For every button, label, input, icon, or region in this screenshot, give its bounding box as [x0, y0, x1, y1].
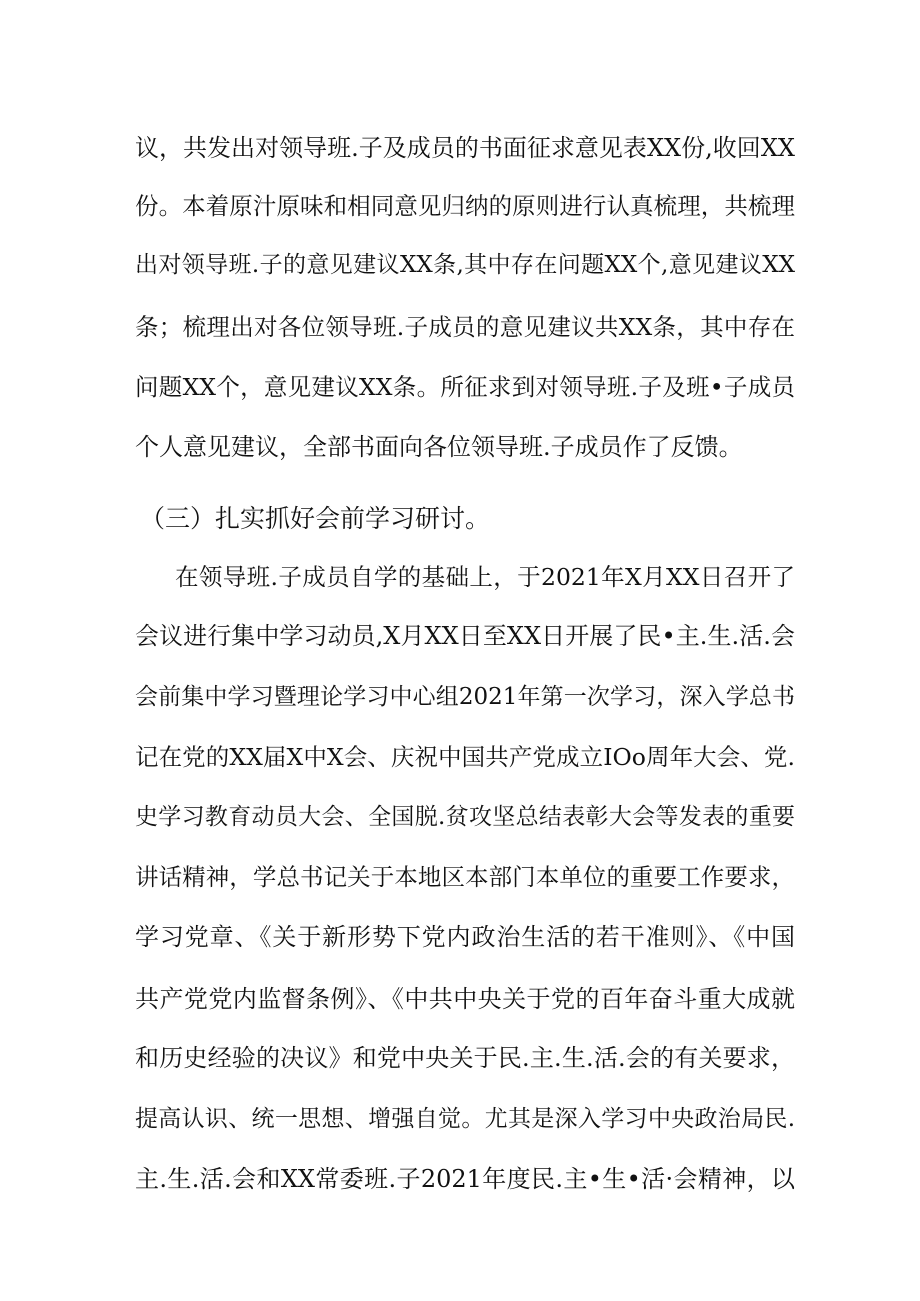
paragraph-1-line-6: 个人意见建议，全部书面向各位领导班.子成员作了反馈。	[135, 433, 743, 461]
paragraph-2-line-6: 讲话精神，学总书记关于本地区本部门本单位的重要工作要求，	[135, 863, 795, 891]
paragraph-2-line-2: 会议进行集中学习动员,X月XX日至XX日开展了民•主.生.活.会	[135, 622, 795, 650]
section-heading: （三）扎实抓好会前学习研讨。	[140, 504, 491, 533]
paragraph-2-line-8: 共产党党内监督条例》、《中共中央关于党的百年奋斗重大成就	[135, 985, 795, 1013]
paragraph-2-line-9: 和历史经验的决议》和党中央关于民.主.生.活.会的有关要求，	[135, 1044, 795, 1072]
paragraph-1-line-4: 条；梳理出对各位领导班.子成员的意见建议共XX条，其中存在	[135, 313, 795, 341]
paragraph-2-line-4: 记在党的XX届X中X会、庆祝中国共产党成立IOo周年大会、党.	[135, 743, 795, 771]
paragraph-2-line-11: 主.生.活.会和XX常委班.子2021年度民.主•生•活·会精神，以	[135, 1165, 795, 1193]
paragraph-1-line-3: 出对领导班.子的意见建议XX条,其中存在问题XX个,意见建议XX	[135, 252, 795, 278]
paragraph-2-line-7: 学习党章、《关于新形势下党内政治生活的若干准则》、《中国	[135, 923, 795, 951]
paragraph-2-line-10: 提高认识、统一思想、增强自觉。尤其是深入学习中央政治局民.	[135, 1106, 795, 1132]
paragraph-2-line-1: 在领导班.子成员自学的基础上，于2021年X月XX日召开了	[175, 563, 795, 591]
paragraph-2-line-5: 史学习教育动员大会、全国脱.贫攻坚总结表彰大会等发表的重要	[135, 804, 795, 830]
paragraph-1-line-2: 份。本着原汁原味和相同意见归纳的原则进行认真梳理，共梳理	[135, 192, 795, 220]
paragraph-1-line-1: 议，共发出对领导班.子及成员的书面征求意见表XX份,收回XX	[135, 134, 795, 162]
paragraph-1-line-5: 问题XX个，意见建议XX条。所征求到对领导班.子及班•子成员	[135, 373, 795, 401]
paragraph-2-line-3: 会前集中学习暨理论学习中心组2021年第一次学习，深入学总书	[135, 684, 795, 710]
